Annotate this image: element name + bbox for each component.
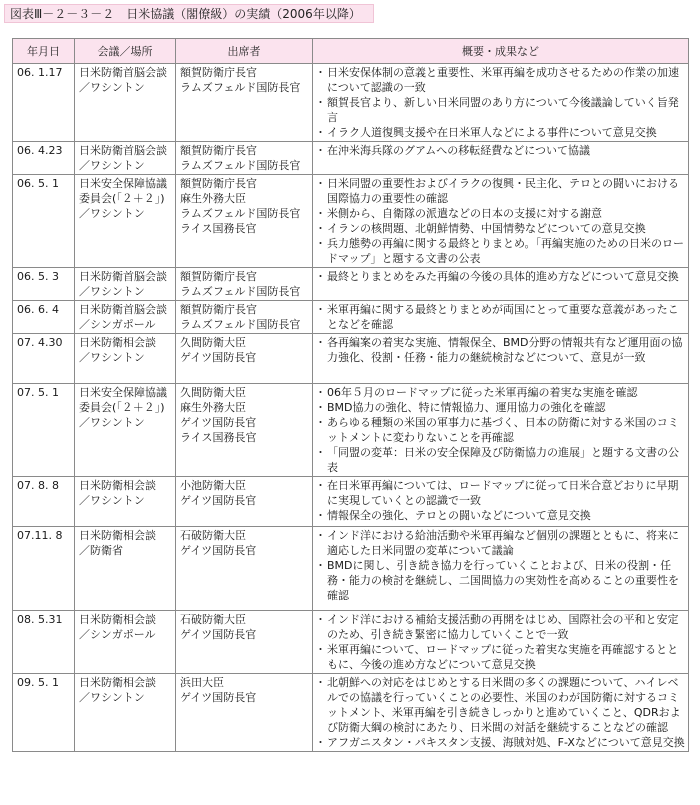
summary-item: ・ インド洋における給油活動や米軍再編など個別の課題とともに、将来に適応した日米同盟の変革について議論: [317, 528, 685, 558]
summary-list: [317, 612, 685, 672]
meeting-place-cell: 日米防衛相会談 ／ワシントン: [75, 674, 176, 752]
summary-item: ・ 在沖米海兵隊のグアムへの移転経費などについて協議: [317, 143, 685, 158]
date-cell: 07. 8. 8: [13, 477, 75, 527]
summary-item: ・ 日米同盟の重要性およびイラクの復興・民主化、テロとの闘いにおける国際協力の重要性の確認: [317, 176, 685, 206]
summary-cell: [313, 334, 689, 384]
summary-item: ・ 米軍再編に関する最終とりまとめが両国にとって重要な意義があったことなどを確認: [317, 302, 685, 332]
table-row: [13, 527, 689, 611]
summary-cell: [313, 611, 689, 674]
date-cell: 07. 4.30: [13, 334, 75, 384]
summary-item: ・ 額賀長官より、新しい日米同盟のあり方について今後議論していく旨発言: [317, 95, 685, 125]
attendees-cell: 久間防衛大臣 ゲイツ国防長官: [176, 334, 313, 384]
table-row: [13, 384, 689, 477]
summary-list: [317, 269, 685, 284]
meeting-place-cell: 日米防衛相会談 ／シンガポール: [75, 611, 176, 674]
summary-list: [317, 176, 685, 266]
attendees-cell: 浜田大臣 ゲイツ国防長官: [176, 674, 313, 752]
attendees-cell: 石破防衛大臣 ゲイツ国防長官: [176, 527, 313, 611]
summary-cell: [313, 175, 689, 268]
summary-item: ・ あらゆる種類の米国の軍事力に基づく、日本の防衛に対する米国のコミットメントに変わりないことを再確認: [317, 415, 685, 445]
summary-item: ・ インド洋における補給支援活動の再開をはじめ、国際社会の平和と安定のため、引き続き緊密に協力していくことで一致: [317, 612, 685, 642]
meetings-table: [12, 38, 689, 752]
summary-list: [317, 528, 685, 603]
meeting-place-cell: 日米防衛相会談 ／ワシントン: [75, 334, 176, 384]
table-row: [13, 64, 689, 142]
summary-item: ・ イランの核問題、北朝鮮情勢、中国情勢などについての意見交換: [317, 221, 685, 236]
summary-item: ・ 北朝鮮への対応をはじめとする日米間の多くの課題について、ハイレベルでの協議を行っていくことの必要性、米国のわが国防衛に対するコミットメント、米軍再編を引き続きしっかりと進めていくこと、QDRおよび防衛大綱の検討にあたり、日米間の対話を継続することなどの確認: [317, 675, 685, 735]
summary-list: [317, 335, 685, 365]
meeting-place-cell: 日米安全保障協議 委員会(「２＋２」) ／ワシントン: [75, 175, 176, 268]
summary-cell: [313, 477, 689, 527]
table-body: [13, 64, 689, 752]
date-cell: 06. 5. 3: [13, 268, 75, 301]
summary-list: [317, 143, 685, 158]
summary-item: ・ 日米安保体制の意義と重要性、米軍再編を成功させるための作業の加速について認識の一致: [317, 65, 685, 95]
summary-cell: [313, 142, 689, 175]
table-header-row: [13, 39, 689, 64]
meeting-place-cell: 日米防衛首脳会談 ／シンガポール: [75, 301, 176, 334]
header-date: 年月日: [13, 39, 75, 64]
attendees-cell: 額賀防衛庁長官 ラムズフェルド国防長官: [176, 64, 313, 142]
summary-item: ・ 兵力態勢の再編に関する最終とりまとめ。「再編実施のための日米のロードマップ」と題する文書の公表: [317, 236, 685, 266]
header-meeting-place: 会議／場所: [75, 39, 176, 64]
summary-item: ・ イラク人道復興支援や在日米軍人などによる事件について意見交換: [317, 125, 685, 140]
figure-title: 図表Ⅲ－２－３－２ 日米協議（閣僚級）の実績（2006年以降）: [4, 4, 374, 23]
table-row: [13, 175, 689, 268]
table-row: [13, 142, 689, 175]
summary-item: ・ 米軍再編について、ロードマップに従った着実な実施を再確認するとともに、今後の進め方などについて意見交換: [317, 642, 685, 672]
table-row: [13, 611, 689, 674]
table-row: [13, 477, 689, 527]
date-cell: 08. 5.31: [13, 611, 75, 674]
summary-list: [317, 675, 685, 750]
header-summary-results: 概要・成果など: [313, 39, 689, 64]
attendees-cell: 額賀防衛庁長官 ラムズフェルド国防長官: [176, 301, 313, 334]
summary-item: ・ 米側から、自衛隊の派遣などの日本の支援に対する謝意: [317, 206, 685, 221]
summary-item: ・ BMDに関し、引き続き協力を行っていくことおよび、日米の役割・任務・能力の検討を継続し、二国間協力の実効性を高めることの重要性を確認: [317, 558, 685, 603]
date-cell: 06. 6. 4: [13, 301, 75, 334]
table-row: [13, 268, 689, 301]
table-row: [13, 674, 689, 752]
summary-item: ・ 06年５月のロードマップに従った米軍再編の着実な実施を確認: [317, 385, 685, 400]
summary-list: [317, 478, 685, 523]
summary-list: [317, 65, 685, 140]
meeting-place-cell: 日米防衛相会談 ／ワシントン: [75, 477, 176, 527]
date-cell: 06. 5. 1: [13, 175, 75, 268]
summary-cell: [313, 384, 689, 477]
summary-item: ・ 最終とりまとめをみた再編の今後の具体的進め方などについて意見交換: [317, 269, 685, 284]
summary-item: ・ アフガニスタン・パキスタン支援、海賊対処、F-Xなどについて意見交換: [317, 735, 685, 750]
summary-item: ・ 情報保全の強化、テロとの闘いなどについて意見交換: [317, 508, 685, 523]
table-row: [13, 301, 689, 334]
date-cell: 07. 5. 1: [13, 384, 75, 477]
attendees-cell: 久間防衛大臣 麻生外務大臣 ゲイツ国防長官 ライス国務長官: [176, 384, 313, 477]
date-cell: 09. 5. 1: [13, 674, 75, 752]
summary-cell: [313, 64, 689, 142]
attendees-cell: 額賀防衛庁長官 麻生外務大臣 ラムズフェルド国防長官 ライス国務長官: [176, 175, 313, 268]
attendees-cell: 額賀防衛庁長官 ラムズフェルド国防長官: [176, 268, 313, 301]
meeting-place-cell: 日米防衛首脳会談 ／ワシントン: [75, 268, 176, 301]
summary-item: ・ 「同盟の変革：日米の安全保障及び防衛協力の進展」と題する文書の公表: [317, 445, 685, 475]
summary-cell: [313, 527, 689, 611]
summary-cell: [313, 268, 689, 301]
meeting-place-cell: 日米防衛首脳会談 ／ワシントン: [75, 64, 176, 142]
summary-cell: [313, 674, 689, 752]
attendees-cell: 額賀防衛庁長官 ラムズフェルド国防長官: [176, 142, 313, 175]
attendees-cell: 石破防衛大臣 ゲイツ国防長官: [176, 611, 313, 674]
date-cell: 06. 4.23: [13, 142, 75, 175]
header-attendees: 出席者: [176, 39, 313, 64]
date-cell: 07.11. 8: [13, 527, 75, 611]
summary-list: [317, 302, 685, 332]
summary-item: ・ BMD協力の強化、特に情報協力、運用協力の強化を確認: [317, 400, 685, 415]
attendees-cell: 小池防衛大臣 ゲイツ国防長官: [176, 477, 313, 527]
summary-cell: [313, 301, 689, 334]
table-row: [13, 334, 689, 384]
summary-item: ・ 各再編案の着実な実施、情報保全、BMD分野の情報共有など運用面の協力強化、役割・任務・能力の継続検討などについて、意見が一致: [317, 335, 685, 365]
summary-item: ・ 在日米軍再編については、ロードマップに従って日米合意どおりに早期に実現していくとの認識で一致: [317, 478, 685, 508]
meeting-place-cell: 日米防衛相会談 ／防衛省: [75, 527, 176, 611]
summary-list: [317, 385, 685, 475]
meeting-place-cell: 日米防衛首脳会談 ／ワシントン: [75, 142, 176, 175]
meeting-place-cell: 日米安全保障協議 委員会(「２＋２」) ／ワシントン: [75, 384, 176, 477]
date-cell: 06. 1.17: [13, 64, 75, 142]
